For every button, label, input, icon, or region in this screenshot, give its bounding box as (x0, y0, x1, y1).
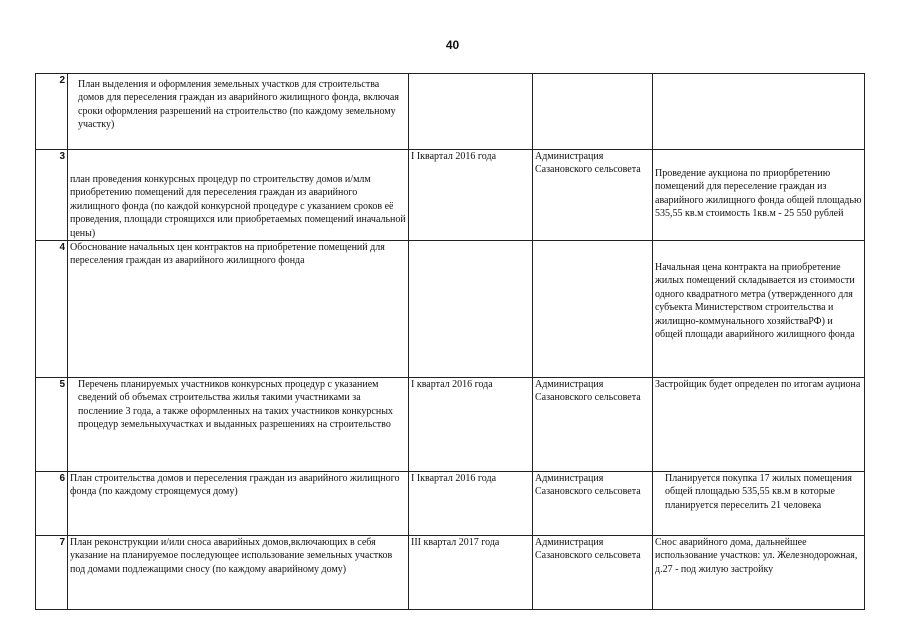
responsible-cell (533, 241, 653, 378)
term-cell (409, 74, 533, 150)
responsible-cell (533, 74, 653, 150)
row-number: 4 (36, 241, 68, 378)
responsible-cell: Администрация Сазановского сельсовета (533, 472, 653, 536)
measure-cell: Перечень планируемых участников конкурсных процедур с указанием сведений об объемах строительства жилья такими участниками за послениие 3 года, а также оформленных на таких участников конкурсных процедур земельныхучастках и выданных разрешениях на строительство (68, 378, 409, 472)
row-number: 6 (36, 472, 68, 536)
row-number: 2 (36, 74, 68, 150)
result-cell: Планируется покупка 17 жилых помещения общей площадью 535,55 кв.м в которые планируется переселить 21 человека (653, 472, 865, 536)
table-row (36, 241, 865, 378)
term-cell: I квартал 2016 года (409, 378, 533, 472)
result-cell: Снос аварийного дома, дальнейшее использование участков: ул. Железнодорожная, д.27 - под жилую застройку (653, 536, 865, 610)
term-cell: I Iквартал 2016 года (409, 150, 533, 241)
table-row (36, 150, 865, 241)
responsible-cell: Администрация Сазановского сельсовета (533, 378, 653, 472)
result-cell (653, 74, 865, 150)
page-number: 40 (445, 38, 460, 52)
result-cell: Проведение аукциона по приорбретению помещений для переселение граждан из аварийного жилищного фонда общей площадью 535,55 кв.м стоимость 1кв.м - 25 550 рублей (653, 150, 865, 241)
measure-cell: План строительства домов и переселения граждан из аварийного жилищного фонда (по каждому строящемуся дому) (68, 472, 409, 536)
table-row (36, 378, 865, 472)
term-cell: III квартал 2017 года (409, 536, 533, 610)
measure-cell: План выделения и оформления земельных участков для строительства домов для переселения граждан из аварийного жилищного фонда, включая сроки оформления разрешений на строительство (по каждому земельному участку) (68, 74, 409, 150)
measure-cell: план проведения конкурсных процедур по строительству домов и/млм приобретению помещений для переселения граждан из аварийного жилищного фонда (по каждой конкурсной процедуре с указанием сроков её проведения, площади строящихся или приобретаемых помещений иначальной цены) (68, 150, 409, 241)
result-cell: Застройщик будет определен по итогам ауциона (653, 378, 865, 472)
plan-table (35, 73, 865, 610)
row-number: 5 (36, 378, 68, 472)
term-cell: I Iквартал 2016 года (409, 472, 533, 536)
result-cell: Начальная цена контракта на приобретение жилых помещений складывается из стоимости одного квадратного метра (утвержденного для субъекта Министерством строительства и жилищно-коммунального хозяйстваРФ) и общей площади аварийного жилищного фонда (653, 241, 865, 378)
row-number: 7 (36, 536, 68, 610)
measure-cell: План реконструкции и/или сноса аварийных домов,включающих в себя указание на планируемое последующее использование земельных участков под домами подлежащими сносу (по каждому аварийному дому) (68, 536, 409, 610)
table-row (36, 536, 865, 610)
measure-cell: Обоснование начальных цен контрактов на приобретение помещений для переселения граждан из аварийного жилищного фонда (68, 241, 409, 378)
responsible-cell: Администрация Сазановского сельсовета (533, 536, 653, 610)
term-cell (409, 241, 533, 378)
row-number: 3 (36, 150, 68, 241)
responsible-cell: Администрация Сазановского сельсовета (533, 150, 653, 241)
table-row (36, 74, 865, 150)
table-row (36, 472, 865, 536)
